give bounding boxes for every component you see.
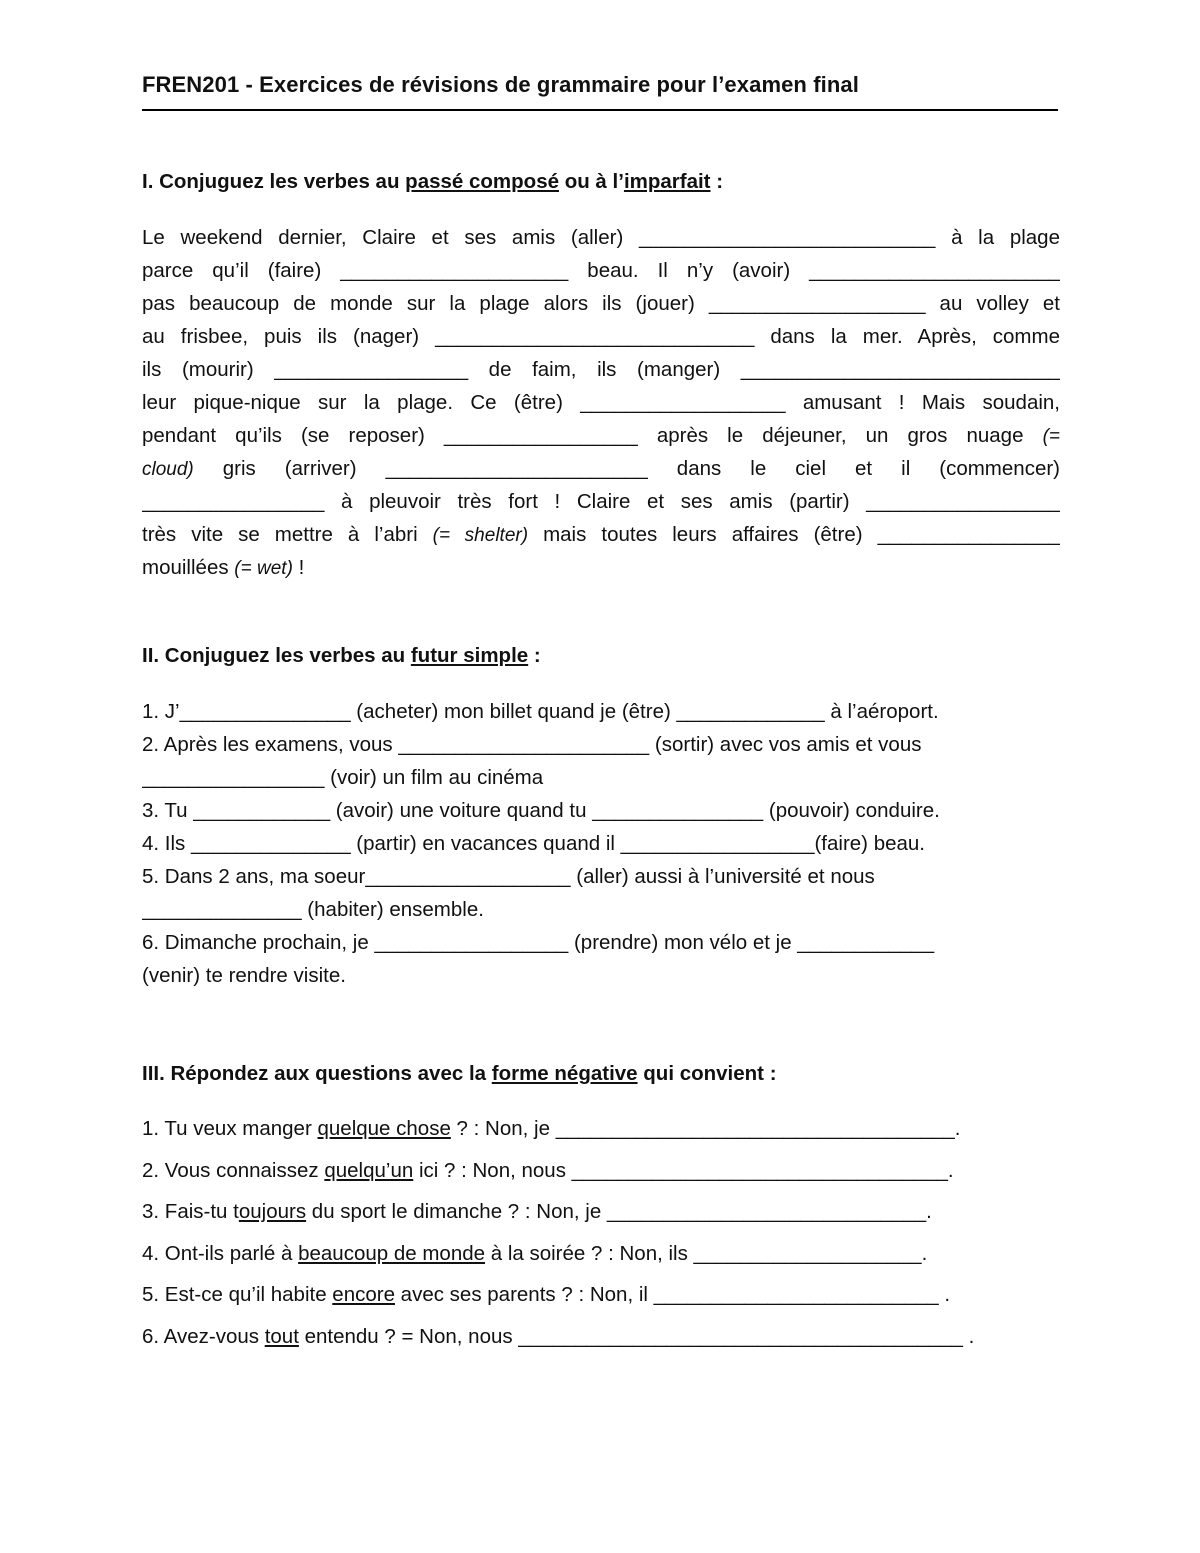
- exercise-line: 3. Tu ____________ (avoir) une voiture quand tu _______________ (pouvoir) conduire.: [142, 799, 940, 822]
- question-answer-blank: avec ses parents ? : Non, il _________________________ .: [394, 1283, 951, 1306]
- question-line: [142, 1191, 1060, 1233]
- section-3-list: [142, 1108, 1060, 1357]
- paragraph-line-text: !: [292, 556, 305, 579]
- section-1-paragraph: [142, 221, 1060, 584]
- question-line: [142, 1274, 1060, 1316]
- paragraph-line: [142, 518, 1060, 551]
- question-answer-blank: ? : Non, je ___________________________________.: [450, 1117, 961, 1140]
- section-2-heading: [142, 644, 541, 668]
- question-text: 1. Tu veux manger: [142, 1117, 318, 1140]
- question-keyword: quelque chose: [317, 1117, 451, 1140]
- title-divider: [142, 109, 1058, 111]
- exercise-line: 6. Dimanche prochain, je _________________ (prendre) mon vélo et je ____________: [142, 931, 935, 954]
- paragraph-line: [142, 452, 1060, 485]
- section-2-heading-text: II. Conjuguez les verbes au: [142, 644, 411, 667]
- section-3-heading-text: III. Répondez aux questions avec la: [142, 1062, 492, 1085]
- section-3-heading-forme-negative: forme négative: [491, 1062, 638, 1085]
- question-text: 6. Avez-vous: [142, 1324, 265, 1348]
- question-text: 3. Fais-tu t: [142, 1200, 239, 1223]
- question-text: 2. Vous connaissez: [142, 1158, 325, 1182]
- paragraph-line: ils (mourir) _________________ de faim, ils (manger) ____________________________: [142, 358, 1060, 381]
- paragraph-line: parce qu’il (faire) ____________________ beau. Il n’y (avoir) ______________________: [142, 259, 1060, 282]
- paragraph-line: [142, 551, 1060, 584]
- question-text: 4. Ont-ils parlé à: [142, 1241, 299, 1265]
- paragraph-line: au frisbee, puis ils (nager) ____________________________ dans la mer. Après, comme: [142, 325, 1060, 348]
- question-answer-blank: à la soirée ? : Non, ils ____________________.: [485, 1241, 928, 1265]
- question-keyword: tout: [264, 1324, 299, 1348]
- section-1-heading-mid: ou à l’: [559, 170, 624, 193]
- exercise-line: ________________ (voir) un film au cinéma: [142, 766, 544, 789]
- section-2-heading-suffix: :: [528, 644, 541, 667]
- question-keyword: quelqu’un: [324, 1158, 414, 1182]
- question-text: 5. Est-ce qu’il habite: [142, 1283, 333, 1306]
- section-2-heading-futur-simple: futur simple: [410, 644, 529, 667]
- gloss-shelter: (= shelter): [432, 525, 529, 546]
- question-keyword: encore: [332, 1283, 395, 1306]
- gloss-cloud: cloud): [142, 459, 194, 480]
- gloss-wet: (= wet): [234, 558, 293, 579]
- exercise-line: 2. Après les examens, vous ______________________ (sortir) avec vos amis et vous: [142, 733, 922, 756]
- exercise-line: (venir) te rendre visite.: [142, 964, 346, 987]
- paragraph-line-text: gris (arriver) _______________________ dans le ciel et il (commencer): [193, 457, 1060, 480]
- question-answer-blank: du sport le dimanche ? : Non, je ____________________________.: [306, 1200, 932, 1223]
- gloss-cloud-open: (=: [1042, 426, 1060, 447]
- paragraph-line: Le weekend dernier, Claire et ses amis (aller) __________________________ à la plage: [142, 226, 1060, 249]
- question-line: [142, 1233, 1060, 1275]
- paragraph-line-text: mais toutes leurs affaires (être) ________________: [528, 523, 1060, 546]
- document-title: FREN201 - Exercices de révisions de grammaire pour l’examen final: [142, 72, 859, 97]
- section-1-heading-passe-compose: passé composé: [405, 170, 559, 193]
- question-keyword: beaucoup de monde: [298, 1241, 486, 1265]
- paragraph-line: [142, 419, 1060, 452]
- paragraph-line: ________________ à pleuvoir très fort ! Claire et ses amis (partir) _________________: [142, 490, 1060, 513]
- question-answer-blank: entendu ? = Non, nous _______________________________________ .: [298, 1324, 975, 1348]
- exercise-line: 4. Ils ______________ (partir) en vacances quand il _________________(faire) beau.: [142, 832, 926, 855]
- question-line: [142, 1316, 1060, 1358]
- question-line: [142, 1108, 1060, 1150]
- question-answer-blank: ici ? : Non, nous _________________________________.: [413, 1158, 954, 1182]
- paragraph-line: pas beaucoup de monde sur la plage alors ils (jouer) ___________________ au volley et: [142, 292, 1060, 315]
- section-1-heading-imparfait: imparfait: [623, 170, 711, 193]
- paragraph-line-text: pendant qu’ils (se reposer) _________________ après le déjeuner, un gros nuage: [142, 424, 1024, 447]
- section-3-heading-suffix: qui convient :: [637, 1062, 777, 1085]
- question-line: [142, 1150, 1060, 1192]
- exercise-line: ______________ (habiter) ensemble.: [142, 898, 484, 921]
- paragraph-line: leur pique-nique sur la plage. Ce (être) __________________ amusant ! Mais soudain,: [142, 391, 1060, 414]
- section-1-heading-text: I. Conjuguez les verbes au: [142, 170, 406, 193]
- exercise-line: 5. Dans 2 ans, ma soeur__________________ (aller) aussi à l’université et nous: [142, 865, 875, 888]
- exercise-line: 1. J’_______________ (acheter) mon billet quand je (être) _____________ à l’aéroport.: [142, 700, 939, 723]
- section-1-heading: [142, 170, 723, 194]
- question-keyword: oujours: [238, 1200, 307, 1223]
- section-1-heading-suffix: :: [710, 170, 724, 193]
- section-2-list: [142, 695, 1060, 992]
- paragraph-line-text: mouillées: [142, 556, 235, 579]
- section-3-heading: [142, 1062, 777, 1086]
- paragraph-line-text: très vite se mettre à l’abri: [142, 523, 433, 546]
